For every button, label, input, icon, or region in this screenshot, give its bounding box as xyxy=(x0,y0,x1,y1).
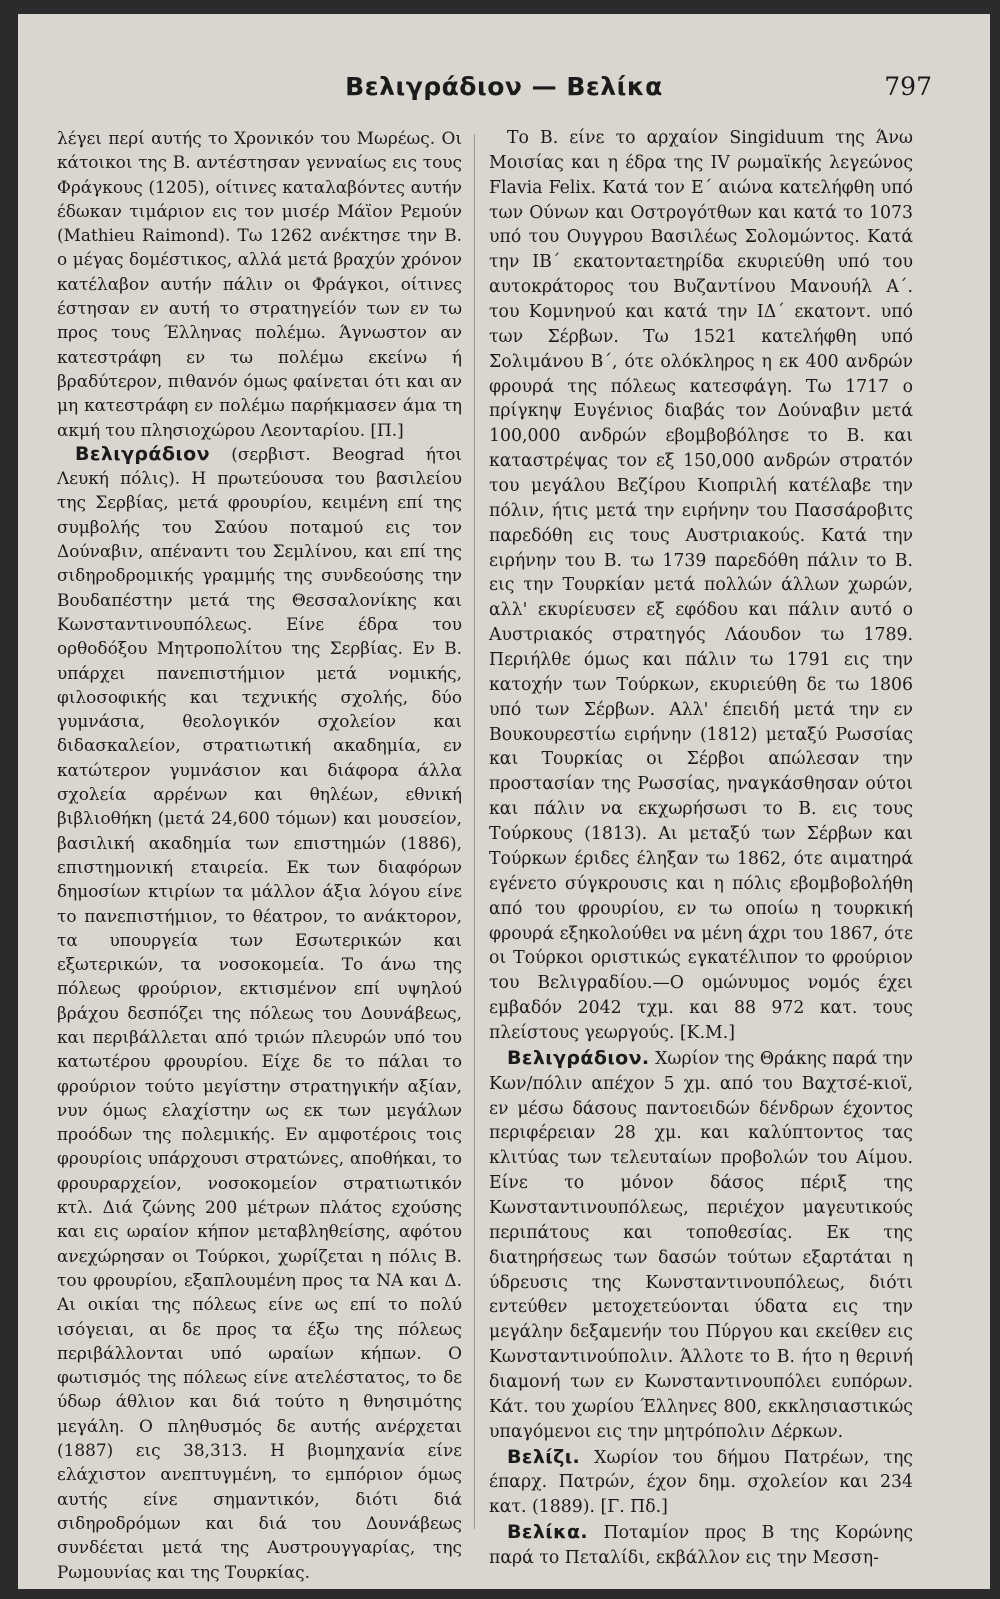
entry-headword: Βελίκα. xyxy=(507,1521,589,1544)
paragraph: λέγει περί αυτής το Χρονικόν του Μωρέως. Οι κάτοικοι της Β. αντέστησαν γενναίως εις τους Φράγκους (1205), οίτινες καταλαβόντες αυτήν έδωκαν τιμάριον εις τον μισέρ Μάϊον Ρεμούν (Mathieu Raimond). Τω 1262 ανέκτησε την Β. ο μέγας δομέστικος, αλλά μετά βραχύν χρόνον κατέλαβον αυτήν πάλιν οι Φράγκοι, οίτινες έστησαν εν αυτή το στρατηγείόν των εν τω προς τους Έλληνας πολέμω. Άγνωστον αν κατεστράφη εν τω πολέμω εκείνω ή βραδύτερον, πιθανόν όμως φαίνεται ότι και αν μη κατεστράφη εν πολέμω παρήκμασεν άμα τη ακμή του πλησιοχώρου Λεονταρίου. [Π.] xyxy=(57,128,462,440)
book-page xyxy=(18,14,990,1589)
paragraph: Το Β. είνε το αρχαίον Singiduum της Άνω Μοισίας και η έδρα της IV ρωμαϊκής λεγεώνος Flavia Felix. Κατά τον Ε΄ αιώνα κατελήφθη υπό των Ούνων και Οστρογότθων και κατά το 1073 υπό του Ουγγρου Βασιλέως Σολομώντος. Κατά την ΙΒ΄ εκατονταετηρίδα εκυριεύθη υπό του αυτοκράτορος του Βυζαντίνου Μανουήλ Α΄. του Κομνηνού και κατά την ΙΔ΄ εκατοντ. υπό των Σέρβων. Τω 1521 κατελήφθη υπό Σολιμάνου Β΄, ότε ολόκληρος η εκ 400 ανδρών φρουρά της πόλεως κατεσφάγη. Τω 1717 ο πρίγκηψ Ευγένιος διαβάς τον Δούναβιν μετά 100,000 ανδρών εβομβοβόλησε το Β. και καταστρέψας τον εξ 150,000 ανδρών στρατόν του μεγάλου Βεζίρου Κιοπριλή κατέλαβε την πόλιν, ήτις μετά την ειρήνην του Πασσάροβιτς παρεδόθη εις τους Αυστριακούς. Κατά την ειρήνην του Β. τω 1739 παρεδόθη πάλιν το Β. εις την Τουρκίαν μετά πολλών άλλων χωρών, αλλ' εκυρίευσεν εξ εφόδου και πάλιν αυτό ο Αυστριακός στρατηγός Λάουδον τω 1789. Περιήλθε όμως και πάλιν τω 1791 εις την κατοχήν των Τούρκων, εκυριεύθη δε τω 1806 υπό των Σέρβων. Αλλ' έπειδή μετά την εν Βουκουρεστίω ειρήνην (1812) μεταξύ Ρωσσίας και Τουρκίας οι Σέρβοι απώλεσαν την προστασίαν της Ρωσσίας, ηναγκάσθησαν ούτοι και πάλιν να εκχωρήσωσι το Β. εις τους Τούρκους (1813). Αι μεταξύ των Σέρβων και Τούρκων έριδες έληξαν τω 1862, ότε αιματηρά εγένετο σύγκρουσις και η πόλις εβομβοβολήθη από του φρουρίου, εν τω οποίω η τουρκική φρουρά εξηκολούθει να μένη άχρι του 1867, ότε οι Τούρκοι οριστικώς εγκατέλιπον το φρούριον του Βελιγραδίου.—Ο ομώνυμος νομός έχει εμβαδόν 2042 τχμ. και 88 972 κατ. τους πλείστους γεωργούς. [Κ.Μ.] xyxy=(489,128,913,1043)
entry-headword: Βελίζι. xyxy=(507,1445,581,1468)
page-number: 797 xyxy=(884,72,932,101)
entry-headword: Βελιγράδιον. xyxy=(507,1046,650,1069)
entry-text: Χωρίον της Θράκης παρά την Κων/πόλιν απέχον 5 χμ. από του Βαχτσέ-κιοϊ, εν μέσω δάσους παντοειδών δένδρων έχοντος περιφέρειαν 28 χμ. και καλύπτοντος τας κλιτύας των τελευταίων προβολών του Αίμου. Είνε το μόνον δάσος πέριξ της Κωνσταντινουπόλεως, περιέχον μαγευτικούς περιπάτους και τοποθεσίας. Εκ της διατηρήσεως των δασών τούτων εξαρτάται η ύδρευσις της Κωνσταντινουπόλεως, διότι εντεύθεν μετοχετεύονται ύδατα εις την μεγάλην δεξαμενήν του Πύργου και εκείθεν εις Κωνσταντινούπολιν. Άλλοτε το Β. ήτο η θερινή διαμονή των εν Κωνσταντινουπόλει ευπόρων. Κάτ. του χωρίου Έλληνες 800, εκκλησιαστικώς υπαγόμενοι εις την μητρόπολιν Δέρκων. xyxy=(489,1048,913,1442)
entry-text: Χωρίον του δήμου Πατρέων, της έπαρχ. Πατρών, έχον δημ. σχολείον και 234 κατ. (1889). [Γ. Πδ.] xyxy=(489,1447,913,1518)
entry-belizi xyxy=(489,1445,913,1521)
entry-beligradion-thrace xyxy=(489,1046,913,1445)
entry-text: (σερβιστ. Beograd ήτοι Λευκή πόλις). Η πρωτεύουσα του βασιλείου της Σερβίας, μετά φρουρίου, κειμένη επί της συμβολής του Σαύου ποταμού εις τον Δούναβιν, απέναντι του Σεμλίνου, και επί της σιδηροδρομικής γραμμής της συνδεούσης την Βουδαπέστην μετά της Θεσσαλονίκης και Κωνσταντινουπόλεως. Είνε έδρα του ορθοδόξου Μητροπολίτου της Σερβίας. Εν Β. υπάρχει πανεπιστήμιον μετά νομικής, φιλοσοφικής και τεχνικής σχολής, δύο γυμνάσια, θεολογικόν σχολείον και διδασκαλείον, στρατιωτική ακαδημία, εν κατώτερον γυμνάσιον και διάφορα άλλα σχολεία αρρένων και θηλέων, εθνική βιβλιοθήκη (μετά 24,600 τόμων) και μουσείον, βασιλική ακαδημία των επιστημών (1886), επιστημονική εταιρεία. Εκ των διαφόρων δημοσίων κτιρίων τα μάλλον άξια λόγου είνε το πανεπιστήμιον, το θέατρον, το ανάκτορον, τα υπουργεία των Εσωτερικών και εξωτερικών, τα νοσοκομεία. Το άνω της πόλεως φρούριον, εκτισμένον επί υψηλού βράχου δεσπόζει της πόλεως του Δουνάβεως, και περιβάλλεται από τριών πλευρών υπό του κατωτέρου φρουρίου. Είχε δε το πάλαι το φρούριον τούτο μεγίστην στρατηγικήν αξίαν, νυν όμως ελαχίστην ως εκ των μεγάλων προόδων της πολεμικής. Εν αμφοτέροις τοις φρουρίοις υπάρχουσι στρατώνες, αποθήκαι, το φρουραρχείον, νοσοκομείον στρατιωτικόν κτλ. Διά ζώνης 200 μέτρων πλάτος εχούσης και εις ωραίον κήπον μεταβληθείσης, αφότου ανεχώρησαν οι Τούρκοι, χωρίζεται η πόλις Β. του φρουρίου, εξαπλουμένη προς τα ΝΑ και Δ. Αι οικίαι της πόλεως είνε ως επί το πολύ ισόγειαι, αι δε προς τα έξω της πόλεως περιβάλλονται υπό ωραίων κήπων. Ο φωτισμός της πόλεως είνε ατελέστατος, το δε ύδωρ άθλιον και διά τούτο η θνησιμότης μεγάλη. Ο πληθυσμός δε αυτής ανέρχεται (1887) εις 38,313. Η βιομηχανία είνε ελάχιστον ανεπτυγμένη, το εμπόριον όμως αυτής είνε σημαντικόν, διότι διά σιδηροδρόμων και διά του Δουνάβεως συνδέεται μετά της Αυστρουγγαρίας, της Ρωμουνίας και της Τουρκίας. xyxy=(57,443,462,1582)
entry-beligradion xyxy=(57,442,462,1584)
left-column xyxy=(57,126,462,1584)
entry-belika xyxy=(489,1520,913,1571)
running-title: Βελιγράδιον — Βελίκα xyxy=(345,72,663,101)
page-header xyxy=(18,72,990,120)
entry-text: Ποταμίον προς Β της Κορώνης παρά το Πεταλίδι, εκβάλλον εις την Μεσση- xyxy=(489,1523,913,1568)
column-divider xyxy=(474,134,475,1529)
right-column xyxy=(489,126,913,1571)
entry-headword: Βελιγράδιον xyxy=(75,442,210,465)
